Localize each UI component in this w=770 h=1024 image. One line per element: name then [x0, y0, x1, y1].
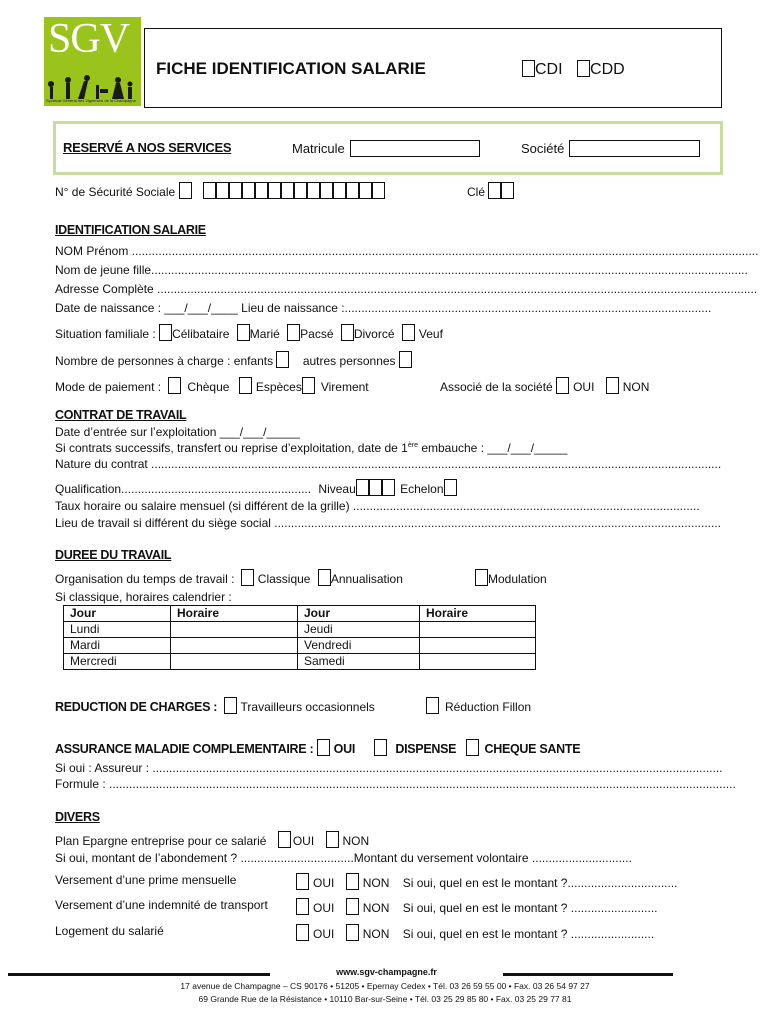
- table-row: [64, 654, 536, 670]
- prime-non-label: NON: [362, 876, 390, 890]
- logement-non-checkbox[interactable]: [346, 924, 359, 941]
- divorce-label: Divorcé: [353, 327, 395, 341]
- pee-oui-label: OUI: [292, 834, 315, 848]
- societe-label: Société: [521, 141, 565, 156]
- table-header-row: [64, 606, 536, 622]
- horaire-cell[interactable]: [420, 622, 536, 638]
- footer-rule-left: [8, 973, 270, 976]
- reduction-row: [55, 697, 375, 714]
- adresse-field[interactable]: Adresse Complète ....................................................................................................................................................................................: [55, 282, 758, 296]
- secu-row: [55, 182, 385, 199]
- entree-field[interactable]: Date d’entrée sur l’exploitation ___/___/_____: [55, 425, 300, 439]
- cle-label: Clé: [467, 185, 486, 199]
- occasionnels-checkbox[interactable]: [224, 697, 237, 714]
- horaire-cell[interactable]: [420, 638, 536, 654]
- footer-address-epernay: 17 avenue de Champagne – CS 90176 • 51205 • Epernay Cedex • Tél. 03 26 59 55 00 • Fax. 03 26 54 97 27: [180, 981, 590, 991]
- niveau-box[interactable]: [382, 479, 395, 496]
- modulation-label: Modulation: [488, 572, 547, 586]
- assurance-oui-checkbox[interactable]: [317, 739, 330, 756]
- header-jour: Jour: [298, 606, 420, 622]
- especes-label: Espèces: [255, 380, 302, 394]
- classique-checkbox[interactable]: [241, 569, 254, 586]
- assurance-row: [55, 739, 580, 756]
- cdd-checkbox[interactable]: [577, 60, 590, 77]
- situation-row: [55, 324, 443, 341]
- taux-field[interactable]: Taux horaire ou salaire mensuel (si différent de la grille) ........................................................................................................: [55, 499, 700, 513]
- logo-text: SGV: [48, 17, 130, 62]
- cle-row: [467, 182, 514, 199]
- enfants-checkbox[interactable]: [276, 351, 289, 368]
- logement-non-label: NON: [362, 927, 390, 941]
- virement-label: Virement: [320, 380, 369, 394]
- fillon-label: Réduction Fillon: [445, 700, 532, 714]
- secu-digit-box[interactable]: [203, 182, 216, 199]
- niveau-box[interactable]: [369, 479, 382, 496]
- logement-choice: [296, 924, 654, 941]
- transport-choice: [296, 898, 658, 915]
- abondement-field[interactable]: Si oui, montant de l’abondement ? ..................................Montant du versement volontaire ..............................: [55, 851, 632, 865]
- prime-montant-field[interactable]: Si oui, quel en est le montant ?.................................: [402, 876, 678, 890]
- associe-non-label: NON: [622, 380, 650, 394]
- echelon-label: Echelon: [400, 482, 444, 496]
- organisation-row: [55, 569, 403, 586]
- prime-choice: [296, 873, 678, 890]
- identification-title: IDENTIFICATION SALARIE: [55, 223, 206, 237]
- associe-non-checkbox[interactable]: [606, 377, 619, 394]
- sgv-logo: [44, 17, 141, 106]
- secu-label: N° de Sécurité Sociale: [55, 185, 176, 199]
- successifs-sup: ère: [407, 442, 418, 449]
- duree-title: DUREE DU TRAVAIL: [55, 548, 172, 562]
- associe-row: [440, 377, 649, 394]
- footer-rule-right: [503, 973, 673, 976]
- lieu-travail-field[interactable]: Lieu de travail si différent du siège social ......................................................................................................................................: [55, 516, 721, 530]
- jour-cell: Lundi: [64, 622, 171, 638]
- secu-digit-box[interactable]: [372, 182, 385, 199]
- veuf-checkbox[interactable]: [402, 324, 415, 341]
- echelon-box[interactable]: [444, 479, 457, 496]
- matricule-label: Matricule: [292, 141, 345, 156]
- header-horaire: Horaire: [420, 606, 536, 622]
- contract-type-group: [522, 60, 625, 79]
- logement-oui-checkbox[interactable]: [296, 924, 309, 941]
- jour-cell: Samedi: [298, 654, 420, 670]
- autres-label: autres personnes: [302, 354, 396, 368]
- pee-row: [55, 831, 369, 848]
- secu-digit-box[interactable]: [242, 182, 255, 199]
- prime-oui-label: OUI: [313, 876, 335, 890]
- associe-label: Associé de la société: [440, 380, 553, 394]
- assurance-oui-label: OUI: [333, 742, 355, 756]
- logo-subtitle: Syndicat Général des Vignerons de la Champagne: [46, 98, 136, 103]
- jeune-fille-field[interactable]: Nom de jeune fille...................................................................................................................................................................................: [55, 263, 748, 277]
- jour-cell: Vendredi: [298, 638, 420, 654]
- secu-digit-box[interactable]: [216, 182, 229, 199]
- horaire-cell[interactable]: [171, 638, 298, 654]
- pee-label: Plan Epargne entreprise pour ce salarié: [55, 834, 267, 848]
- horaire-cell[interactable]: [420, 654, 536, 670]
- logement-label: Logement du salarié: [55, 924, 164, 938]
- assureur-field[interactable]: Si oui : Assureur : ...........................................................................................................................................................................: [55, 761, 723, 775]
- transport-label: Versement d’une indemnité de transport: [55, 898, 268, 912]
- transport-non-label: NON: [362, 901, 390, 915]
- divorce-checkbox[interactable]: [341, 324, 354, 341]
- situation-label: Situation familiale :: [55, 327, 156, 341]
- nom-field[interactable]: NOM Prénom ............................................................................................................................................................................................: [55, 244, 759, 258]
- marie-label: Marié: [249, 327, 280, 341]
- qualification-field[interactable]: Qualification.........................................................: [55, 482, 312, 496]
- marie-checkbox[interactable]: [237, 324, 250, 341]
- annualisation-label: Annualisation: [330, 572, 403, 586]
- associe-oui-checkbox[interactable]: [556, 377, 569, 394]
- horaires-table: [63, 605, 536, 670]
- assurance-title: ASSURANCE MALADIE COMPLEMENTAIRE :: [55, 742, 314, 756]
- dispense-checkbox[interactable]: [374, 739, 387, 756]
- niveau-box[interactable]: [356, 479, 369, 496]
- modulation-checkbox[interactable]: [475, 569, 488, 586]
- cdi-label: CDI: [535, 61, 563, 78]
- celibataire-label: Célibataire: [172, 327, 230, 341]
- pee-non-label: NON: [342, 834, 370, 848]
- cle-digit-box[interactable]: [488, 182, 501, 199]
- cheque-sante-checkbox[interactable]: [466, 739, 479, 756]
- annualisation-checkbox[interactable]: [318, 569, 331, 586]
- niveau-label: Niveau: [318, 482, 356, 496]
- footer-website[interactable]: www.sgv-champagne.fr: [336, 967, 437, 977]
- virement-checkbox[interactable]: [302, 377, 315, 394]
- pee-non-checkbox[interactable]: [326, 831, 339, 848]
- occasionnels-label: Travailleurs occasionnels: [240, 700, 375, 714]
- associe-oui-label: OUI: [573, 380, 595, 394]
- transport-non-checkbox[interactable]: [346, 898, 359, 915]
- secu-digit-box[interactable]: [294, 182, 307, 199]
- services-title: RESERVÉ A NOS SERVICES: [63, 140, 232, 155]
- naissance-field[interactable]: Date de naissance : ___/___/____ Lieu de naissance :..............................................................................................................: [55, 301, 712, 315]
- paiement-label: Mode de paiement :: [55, 380, 162, 394]
- transport-oui-checkbox[interactable]: [296, 898, 309, 915]
- fillon-row: [426, 697, 531, 714]
- transport-oui-label: OUI: [313, 901, 335, 915]
- secu-digit-box[interactable]: [281, 182, 294, 199]
- horaire-cell[interactable]: [171, 622, 298, 638]
- jour-cell: Jeudi: [298, 622, 420, 638]
- logement-oui-label: OUI: [313, 927, 335, 941]
- secu-digit-box[interactable]: [268, 182, 281, 199]
- paiement-row: [55, 377, 369, 394]
- modulation-row: [475, 569, 547, 586]
- pacse-label: Pacsé: [300, 327, 334, 341]
- secu-digit-box[interactable]: [320, 182, 333, 199]
- matricule-row: [292, 140, 480, 157]
- cheque-sante-label: CHEQUE SANTE: [484, 742, 581, 756]
- pee-oui-checkbox[interactable]: [278, 831, 291, 848]
- especes-checkbox[interactable]: [239, 377, 252, 394]
- qualification-row: [55, 479, 457, 496]
- charge-row: [55, 351, 412, 368]
- cheque-label: Chèque: [187, 380, 230, 394]
- matricule-field[interactable]: [350, 140, 480, 157]
- contrat-title: CONTRAT DE TRAVAIL: [55, 408, 187, 422]
- cheque-checkbox[interactable]: [168, 377, 181, 394]
- charge-label: Nombre de personnes à charge : enfants: [55, 354, 274, 368]
- dispense-label: DISPENSE: [395, 742, 457, 756]
- nature-field[interactable]: Nature du contrat ...........................................................................................................................................................................: [55, 457, 722, 471]
- secu-digit-box[interactable]: [307, 182, 320, 199]
- societe-field[interactable]: [569, 140, 700, 157]
- divers-title: DIVERS: [55, 810, 100, 824]
- classique-label: Classique: [257, 572, 311, 586]
- cdi-checkbox[interactable]: [522, 60, 535, 77]
- veuf-label: Veuf: [418, 327, 443, 341]
- pacse-checkbox[interactable]: [287, 324, 300, 341]
- successifs-field[interactable]: [55, 441, 567, 455]
- secu-digit-box[interactable]: [255, 182, 268, 199]
- table-row: [64, 638, 536, 654]
- prime-non-checkbox[interactable]: [346, 873, 359, 890]
- logement-montant-field[interactable]: Si oui, quel en est le montant ? .........................: [402, 927, 655, 941]
- autres-checkbox[interactable]: [399, 351, 412, 368]
- jour-cell: Mercredi: [64, 654, 171, 670]
- prime-oui-checkbox[interactable]: [296, 873, 309, 890]
- successifs-date: embauche : ___/___/_____: [417, 441, 568, 455]
- secu-digit-box[interactable]: [229, 182, 242, 199]
- organisation-label: Organisation du temps de travail :: [55, 572, 235, 586]
- formule-field[interactable]: Formule : ............................................................................................................................................................................................: [55, 777, 736, 791]
- horaire-cell[interactable]: [171, 654, 298, 670]
- fillon-checkbox[interactable]: [426, 697, 439, 714]
- prime-label: Versement d’une prime mensuelle: [55, 873, 237, 887]
- footer-address-bar-sur-seine: 69 Grande Rue de la Résistance • 10110 Bar-sur-Seine • Tél. 03 25 29 85 80 • Fax. 03 25 29 77 81: [198, 994, 572, 1004]
- jour-cell: Mardi: [64, 638, 171, 654]
- header-jour: Jour: [64, 606, 171, 622]
- secu-digit-box[interactable]: [333, 182, 346, 199]
- form-title: FICHE IDENTIFICATION SALARIE: [156, 59, 426, 78]
- table-row: [64, 622, 536, 638]
- celibataire-checkbox[interactable]: [159, 324, 172, 341]
- secu-digit-box[interactable]: [359, 182, 372, 199]
- cle-digit-box[interactable]: [501, 182, 514, 199]
- secu-digit-box[interactable]: [346, 182, 359, 199]
- secu-digit-box[interactable]: [179, 182, 192, 199]
- successifs-text: Si contrats successifs, transfert ou reprise d’exploitation, date de 1: [55, 441, 408, 455]
- header-horaire: Horaire: [171, 606, 298, 622]
- transport-montant-field[interactable]: Si oui, quel en est le montant ? ..........................: [402, 901, 658, 915]
- reduction-title: REDUCTION DE CHARGES :: [55, 700, 218, 714]
- si-classique-label: Si classique, horaires calendrier :: [55, 590, 232, 604]
- societe-row: [521, 140, 700, 157]
- cdd-label: CDD: [590, 61, 625, 78]
